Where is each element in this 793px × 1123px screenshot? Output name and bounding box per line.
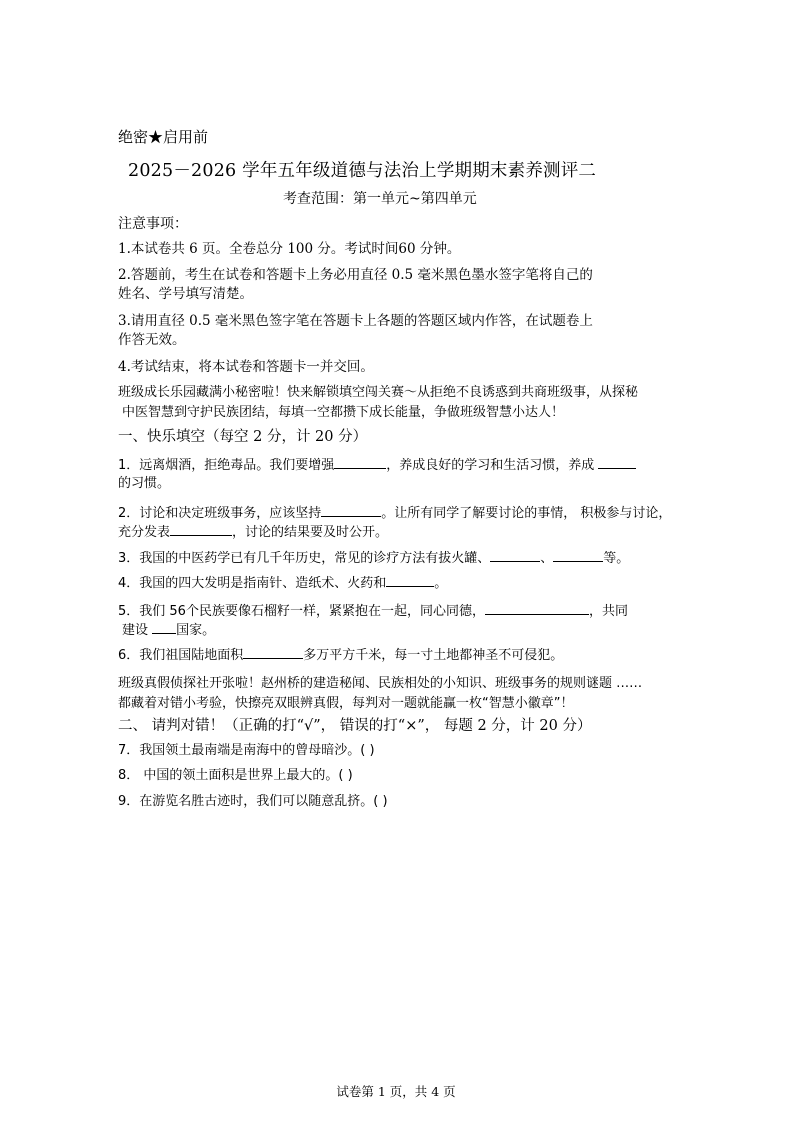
secret-label: 绝密★启用前 — [118, 128, 209, 146]
answer-blank[interactable] — [334, 456, 386, 469]
answer-blank[interactable] — [485, 602, 589, 615]
question-2 — [118, 504, 671, 523]
question-5-part-a: 5．我们 56个民族要像石榴籽一样，紧紧抱在一起，同心同德， — [118, 604, 485, 619]
intro-judge-line-2: 都藏着对错小考验，快擦亮双眼辨真假，每判对一题就能赢一枚“智慧小徽章”！ — [118, 696, 574, 711]
question-5-part-d: 国家。 — [176, 623, 216, 638]
question-2-cont — [118, 523, 388, 542]
section-2-heading: 二、 请判对错！（正确的打“√”， 错误的打“×”， 每题 2 分，计 20 分） — [118, 718, 592, 734]
notice-item-2-cont: 姓名、学号填写清楚。 — [118, 286, 253, 302]
page-title: 2025－2026 学年五年级道德与法治上学期期末素养测评二 — [128, 161, 597, 181]
question-2-part-a: 2．讨论和决定班级事务，应该坚持 — [118, 506, 322, 521]
question-5-part-b: ，共同 — [588, 604, 628, 619]
page-number: 试卷第 1 页，共 4 页 — [336, 1084, 456, 1099]
section-1-heading: 一、快乐填空（每空 2 分，计 20 分） — [118, 429, 368, 445]
question-3 — [118, 549, 629, 568]
question-9: 9．在游览名胜古迹时，我们可以随意乱挤。( ) — [118, 794, 388, 809]
question-4 — [118, 574, 447, 593]
question-7: 7．我国领土最南端是南海中的曾母暗沙。( ) — [118, 743, 375, 758]
question-1-part-b: ，养成良好的学习和生活习惯，养成 — [386, 458, 595, 473]
question-2-part-d: ，讨论的结果要及时公开。 — [232, 525, 389, 540]
notice-item-2: 2.答题前，考生在试卷和答题卡上务必用直径 0.5 毫米黑色墨水签字笔将自己的 — [118, 267, 593, 283]
question-8: 8． 中国的领土面积是世界上最大的。( ) — [118, 768, 353, 783]
question-1-cont: 的习惯。 — [118, 476, 171, 491]
answer-blank[interactable] — [553, 549, 603, 562]
question-5-cont — [122, 621, 215, 640]
notice-item-1: 1.本试卷共 6 页。全卷总分 100 分。考试时间60 分钟。 — [118, 241, 461, 257]
question-2-part-b: 。让所有同学了解要讨论的事情， 积极参与讨论， — [381, 506, 672, 521]
question-6-part-b: 多万平方千米，每一寸土地都神圣不可侵犯。 — [303, 648, 564, 663]
answer-blank[interactable] — [598, 456, 636, 469]
exam-scope: 考查范围：第一单元~第四单元 — [283, 191, 477, 207]
question-2-part-c: 充分发表 — [118, 525, 171, 540]
question-5 — [118, 602, 628, 621]
question-6-part-a: 6．我们祖国陆地面积 — [118, 648, 244, 663]
answer-blank[interactable] — [386, 574, 434, 587]
notice-item-4: 4.考试结束，将本试卷和答题卡一并交回。 — [118, 359, 374, 375]
answer-blank[interactable] — [152, 621, 176, 634]
question-3-separator: 、 — [540, 551, 554, 566]
notice-item-3-cont: 作答无效。 — [118, 332, 186, 348]
answer-blank[interactable] — [243, 646, 303, 659]
question-5-part-c: 建设 — [122, 623, 149, 638]
answer-blank[interactable] — [321, 504, 381, 517]
notice-heading: 注意事项： — [118, 216, 188, 232]
question-1 — [118, 456, 636, 475]
question-6 — [118, 646, 563, 665]
notice-item-3: 3.请用直径 0.5 毫米黑色签字笔在答题卡上各题的答题区域内作答，在试题卷上 — [118, 313, 593, 329]
intro-fill-line-2: 中医智慧到守护民族团结，每填一空都攒下成长能量，争做班级智慧小达人！ — [122, 405, 565, 420]
question-4-part-b: 。 — [434, 576, 448, 591]
question-1-part-a: 1．远离烟酒，拒绝毒品。我们要增强 — [118, 458, 335, 473]
intro-judge-line-1: 班级真假侦探社开张啦！赵州桥的建造秘闻、民族相处的小知识、班级事务的规则谜题 …… — [118, 676, 643, 691]
answer-blank[interactable] — [170, 523, 232, 536]
question-4-part-a: 4．我国的四大发明是指南针、造纸术、火药和 — [118, 576, 387, 591]
answer-blank[interactable] — [490, 549, 540, 562]
question-3-part-a: 3．我国的中医药学已有几千年历史，常见的诊疗方法有拔火罐、 — [118, 551, 491, 566]
intro-fill-line-1: 班级成长乐园藏满小秘密啦！快来解锁填空闯关赛～从拒绝不良诱惑到共商班级事，从探秘 — [118, 385, 639, 400]
question-3-part-b: 等。 — [603, 551, 630, 566]
